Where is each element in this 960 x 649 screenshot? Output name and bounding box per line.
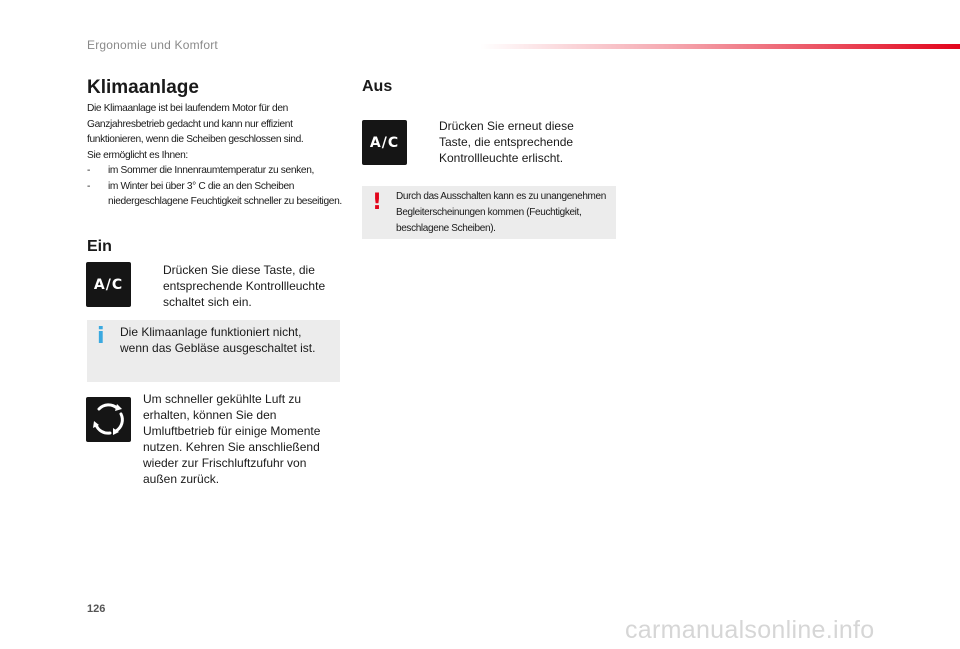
page-number: 126 — [87, 603, 106, 615]
info-text: Die Klimaanlage funktioniert nicht, wenn das Gebläse ausgeschaltet ist. — [120, 325, 316, 355]
recirculation-icon — [86, 397, 131, 442]
warning-box — [362, 186, 616, 239]
intro-lead: Sie ermöglicht es Ihnen: — [87, 149, 188, 161]
ac-button-label: A/C — [369, 134, 400, 151]
info-icon: i — [97, 324, 105, 349]
warning-text: Durch das Ausschalten kann es zu unangenehmen Begleiterscheinungen kommen (Feuchtigkeit, beschlagene Scheiben). — [396, 191, 606, 234]
section-heading-off: Aus — [362, 78, 393, 95]
recirculation-button[interactable] — [86, 397, 131, 442]
header-accent-bar — [480, 44, 960, 49]
bullet-dash: - — [87, 180, 91, 192]
bullet-dash: - — [87, 165, 91, 176]
step-instruction-on — [141, 262, 341, 310]
ac-button-off[interactable] — [362, 120, 407, 165]
section-heading-on: Ein — [87, 238, 112, 255]
step-text: Drücken Sie diese Taste, die entsprechende Kontrollleuchte schaltet sich ein. — [163, 263, 326, 309]
step-text: Drücken Sie erneut diese Taste, die entsprechende Kontrollleuchte erlischt. — [439, 119, 574, 165]
bullet-item — [87, 163, 347, 179]
ac-button-label: A/C — [93, 276, 124, 293]
step-instruction-off — [417, 118, 592, 166]
intro-text-block — [87, 101, 347, 210]
bullet-text: im Sommer die Innenraumtemperatur zu senken, — [108, 165, 314, 176]
section-title: Ergonomie und Komfort — [87, 38, 218, 52]
intro-paragraph: Die Klimaanlage ist bei laufendem Motor für den Ganzjahresbetrieb gedacht und kann nur effizient funktionieren, wenn die Scheiben geschlossen sind. — [87, 103, 304, 145]
info-box — [87, 320, 340, 382]
bullet-text: im Winter bei über 3° C die an den Scheiben niedergeschlagene Feuchtigkeit schneller zu beseitigen. — [108, 180, 342, 207]
page-title: Klimaanlage — [87, 77, 199, 98]
warning-icon: ! — [372, 190, 383, 215]
ac-button-on[interactable] — [86, 262, 131, 307]
bullet-item — [87, 179, 347, 210]
recirculation-text: Um schneller gekühlte Luft zu erhalten, können Sie den Umluftbetrieb für einige Momente nutzen. Kehren Sie anschließend wieder zur Frischluftzufuhr von außen zurück. — [143, 392, 321, 486]
watermark: carmanualsonline.info — [625, 616, 875, 644]
